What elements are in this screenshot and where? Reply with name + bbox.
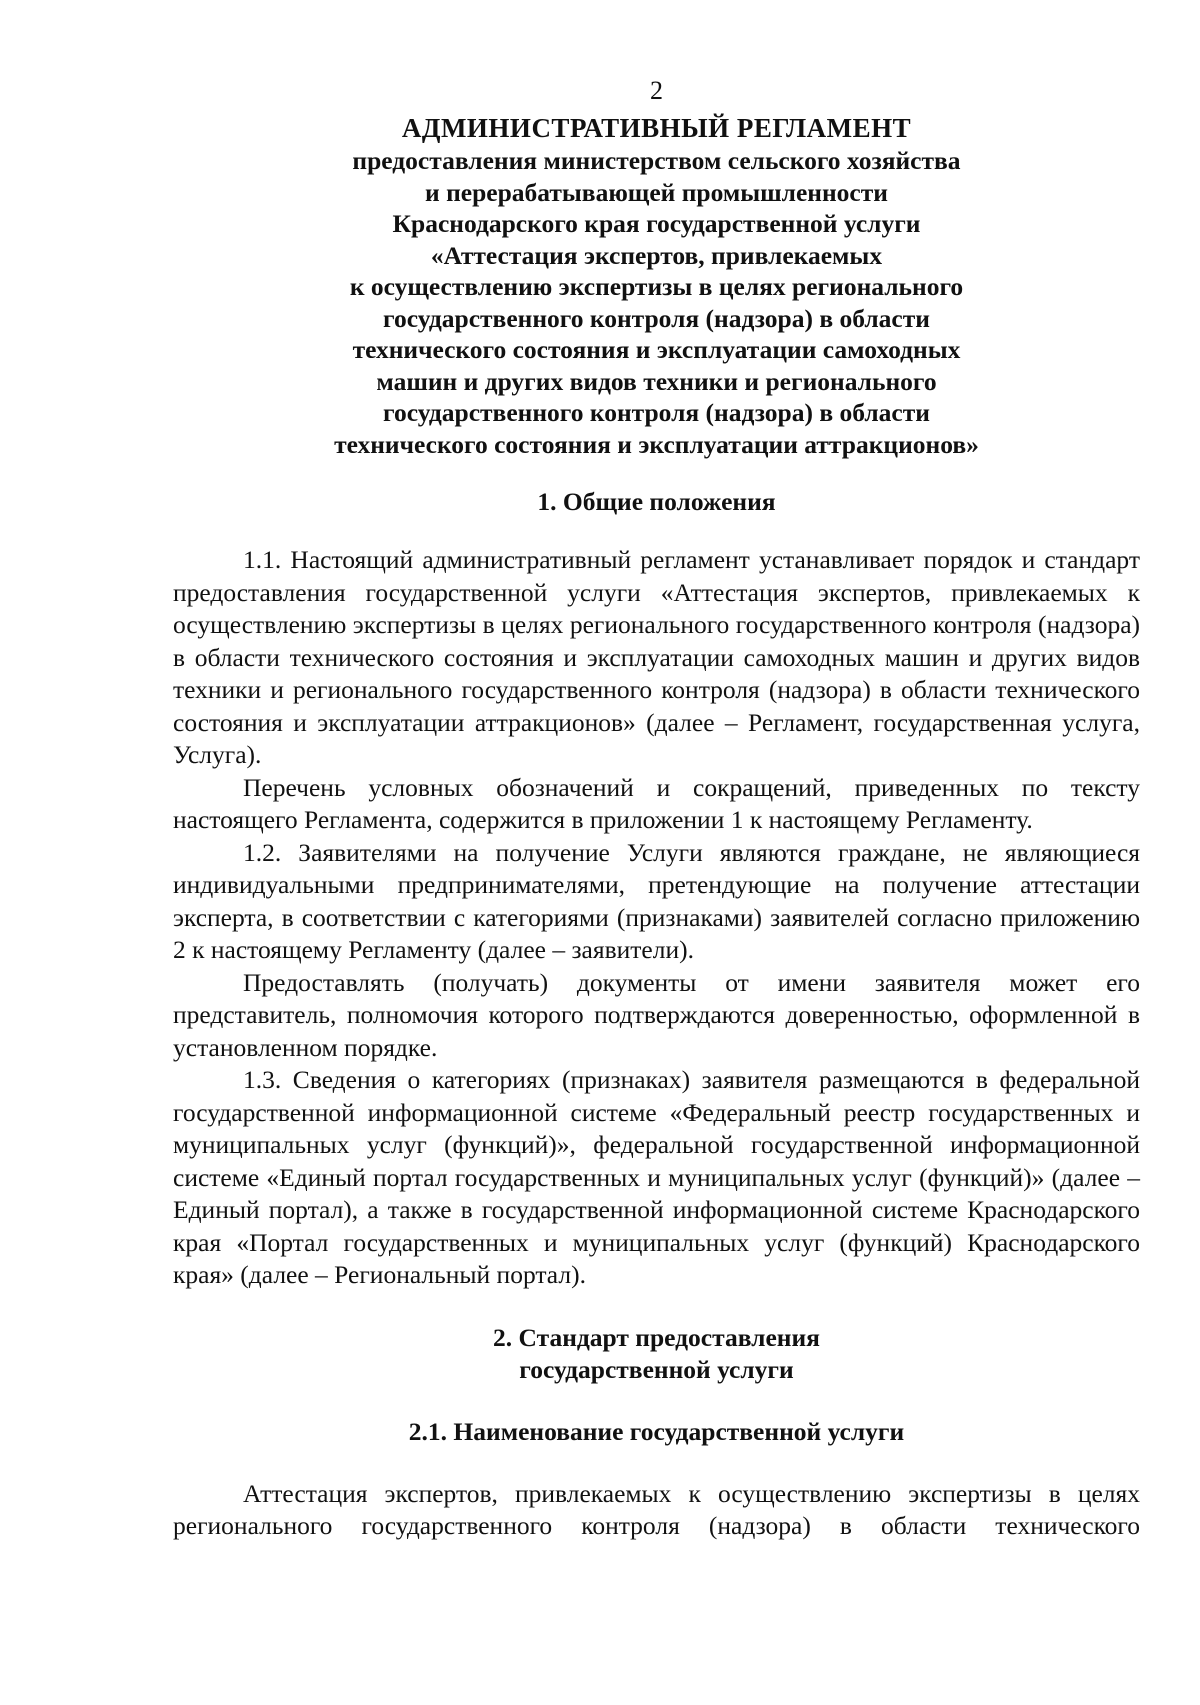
title-line: машин и других видов техники и регионального (376, 366, 937, 396)
section-1-heading: 1. Общие положения (537, 487, 776, 516)
title-line: «Аттестация экспертов, привлекаемых (430, 240, 883, 270)
title-line: и перерабатывающей промышленности (425, 177, 888, 207)
title-line: технического состояния и эксплуатации самоходных (352, 335, 961, 364)
section-2-heading-line: 2. Стандарт предоставления (493, 1322, 820, 1352)
document-title (173, 111, 1140, 460)
paragraph-1-1: 1.1. Настоящий административный регламент устанавливает порядок и стандарт предоставления государственной услуги «Аттестация экспертов, привлекаемых к осуществлению экспертизы в целях регионального государственного контроля (надзора) в области технического состояния и эксплуатации самоходных машин и других видов техники и регионального государственного контроля (надзора) в области технического состояния и эксплуатации аттракционов» (далее – Регламент, государственная услуга, Услуга). (173, 545, 1140, 769)
title-line: Краснодарского края государственной услуги (392, 209, 921, 238)
title-line: к осуществлению экспертизы в целях регионального (349, 272, 964, 301)
section-2-heading-line: государственной услуги (519, 1354, 794, 1384)
paragraph-abbreviations: Перечень условных обозначений и сокращений, приведенных по тексту настоящего Регламента, содержится в приложении 1 к настоящему Регламенту. (173, 772, 1140, 834)
title-line: технического состояния и эксплуатации аттракционов» (334, 429, 979, 459)
title-main: АДМИНИСТРАТИВНЫЙ РЕГЛАМЕНТ (401, 113, 912, 143)
subsection-2-1-heading: 2.1. Наименование государственной услуги (408, 1416, 905, 1446)
title-line: предоставления министерством сельского хозяйства (352, 146, 961, 175)
page-number: 2 (650, 76, 663, 105)
paragraph-representative: Предоставлять (получать) документы от имени заявителя может его представитель, полномочия которого подтверждаются доверенностью, оформленной в установленном порядке. (173, 967, 1140, 1062)
paragraph-1-3: 1.3. Сведения о категориях (признаках) заявителя размещаются в федеральной государственной информационной системе «Федеральный реестр государственных и муниципальных услуг (функций)», федеральной государственной информационной системе «Единый портал государственных и муниципальных услуг (функций)» (далее – Единый портал), а также в государственной информационной системе Краснодарского края «Портал государственных и муниципальных услуг (функций) Краснодарского края» (далее – Региональный портал). (173, 1065, 1140, 1289)
section-2-heading (173, 1322, 1140, 1386)
title-line: государственного контроля (надзора) в области (383, 398, 930, 427)
paragraph-2-1: Аттестация экспертов, привлекаемых к осуществлению экспертизы в целях регионального государственного контроля (надзора) в области технического (173, 1478, 1140, 1540)
title-line: государственного контроля (надзора) в области (383, 303, 930, 333)
paragraph-1-2: 1.2. Заявителями на получение Услуги являются граждане, не являющиеся индивидуальными предпринимателями, претендующие на получение аттестации эксперта, в соответствии с категориями (признаками) заявителей согласно приложению 2 к настоящему Регламенту (далее – заявители). (173, 837, 1140, 964)
